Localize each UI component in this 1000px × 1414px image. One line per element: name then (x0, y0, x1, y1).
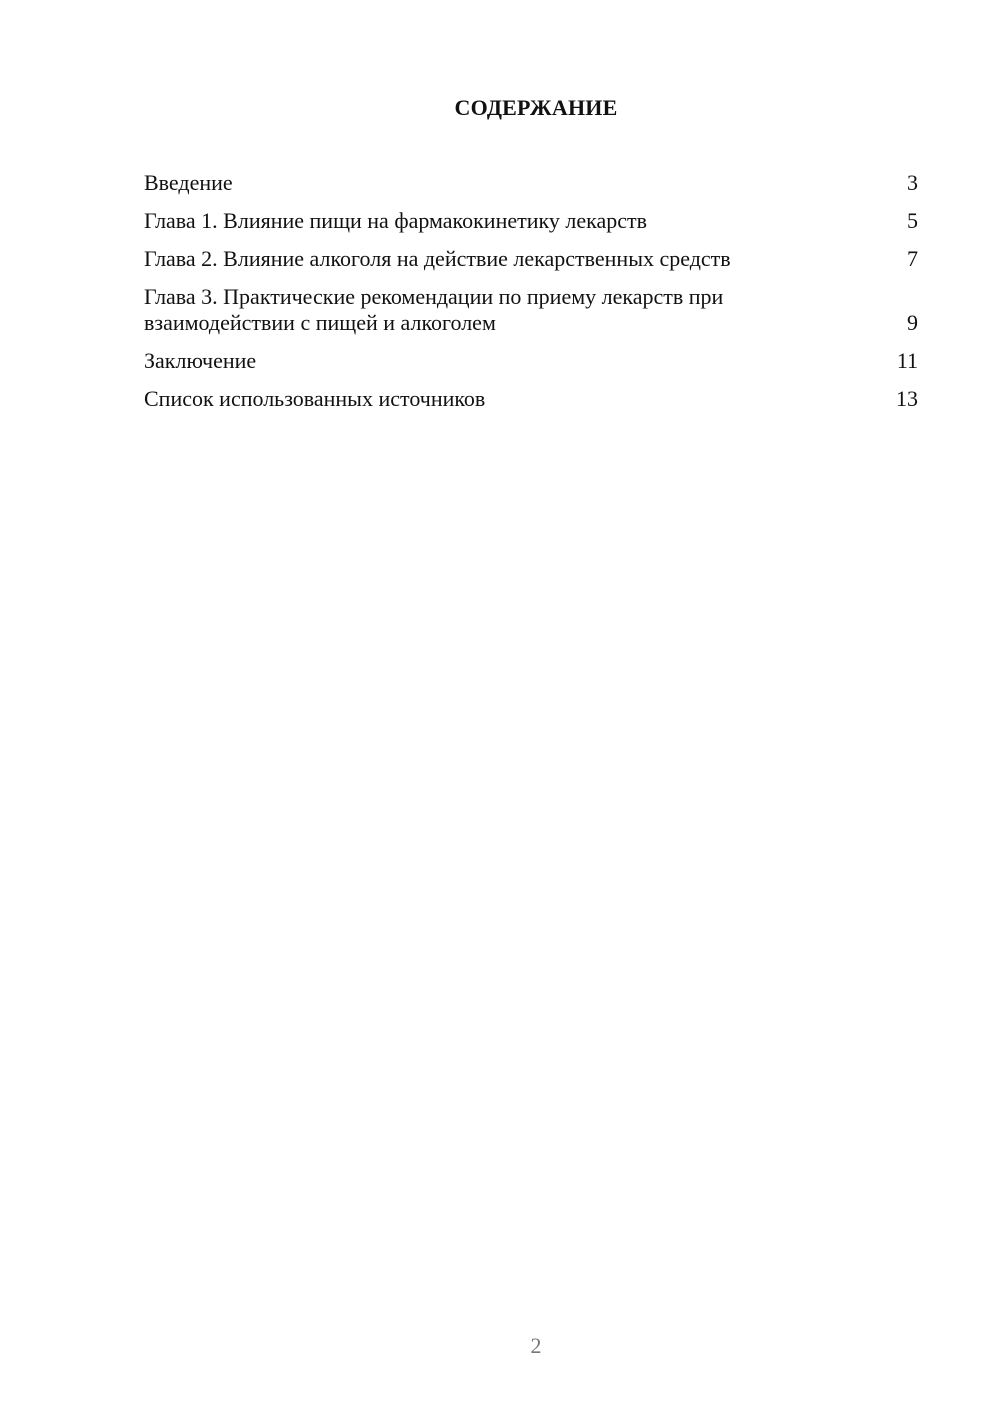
toc-entry-chapter-2 (144, 246, 918, 272)
toc-entry-title: Список использованных источников (144, 386, 486, 411)
toc-entry-title: Заключение (144, 348, 257, 373)
page-number: 2 (530, 1333, 542, 1358)
toc-entry-title: Глава 3. Практические рекомендации по приему лекарств при взаимодействии с пищей и алкоголем (144, 284, 724, 335)
toc-entry-chapter-3 (144, 284, 918, 336)
toc-entry-page-number: 11 (896, 348, 918, 373)
toc-entry-page-number: 9 (907, 310, 918, 335)
toc-entry-conclusion (144, 348, 918, 374)
toc-entry-page-number: 5 (907, 208, 918, 233)
toc-entry-references (144, 386, 918, 412)
toc-entry-title: Глава 2. Влияние алкоголя на действие лекарственных средств (144, 246, 731, 271)
toc-entry-title: Введение (144, 170, 233, 195)
toc-heading: СОДЕРЖАНИЕ (454, 95, 618, 120)
toc-entry-page-number: 3 (907, 170, 918, 195)
toc-entry-title: Глава 1. Влияние пищи на фармакокинетику лекарств (144, 208, 648, 233)
toc-entry-page-number: 13 (896, 386, 918, 411)
toc-entry-introduction (144, 170, 918, 196)
table-of-contents (144, 170, 918, 424)
toc-entry-page-number: 7 (907, 246, 918, 271)
toc-entry-chapter-1 (144, 208, 918, 234)
